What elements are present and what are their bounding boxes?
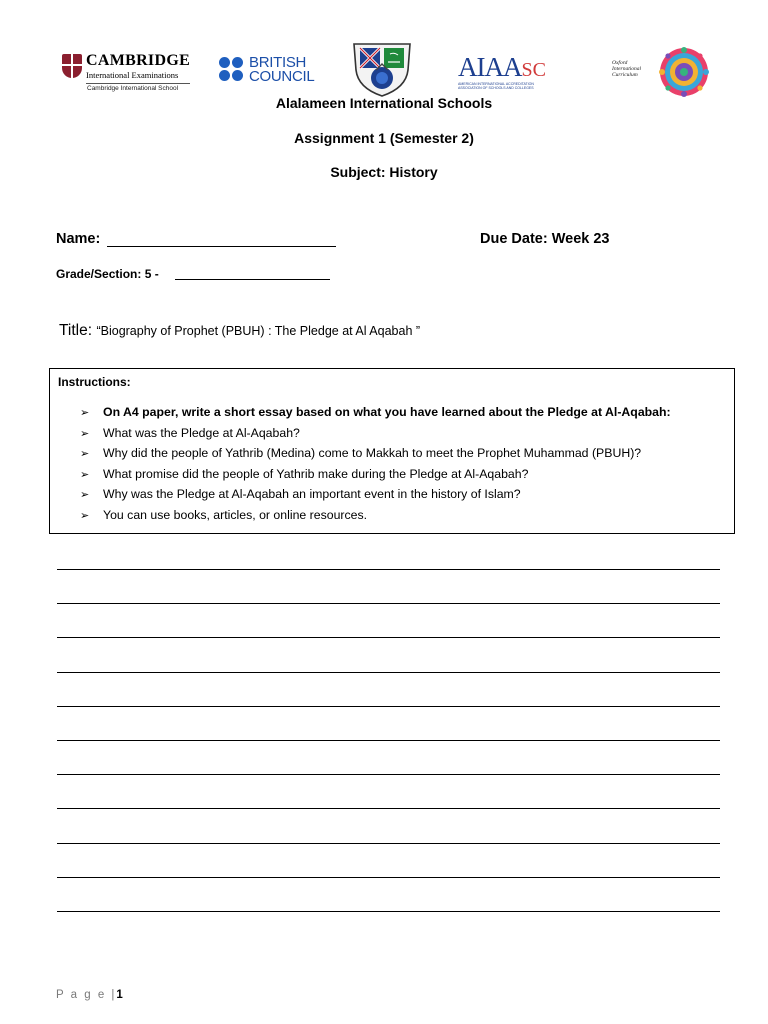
grade-section-blank-line[interactable] (175, 279, 330, 280)
name-label: Name: (56, 231, 101, 247)
writing-line[interactable] (57, 569, 720, 570)
grade-section-label: Grade/Section: 5 - (56, 267, 159, 281)
writing-line[interactable] (57, 706, 720, 707)
name-blank-line[interactable] (107, 246, 336, 247)
subject-title: Subject: History (330, 164, 438, 180)
writing-line[interactable] (57, 774, 720, 775)
assignment-title: Assignment 1 (Semester 2) (294, 130, 474, 146)
cambridge-logo (62, 52, 194, 94)
instructions-heading: Instructions: (58, 375, 131, 389)
logo-row (0, 38, 768, 98)
british-council-logo (219, 55, 319, 89)
aiaasc-suffix: SC (521, 59, 546, 81)
title-text: “Biography of Prophet (PBUH) : The Pledge at Al Aqabah ” (96, 324, 421, 338)
arrow-bullet-icon: ➢ (80, 427, 90, 440)
instruction-item (80, 487, 730, 508)
instruction-item (80, 446, 730, 467)
title-label: Title: (59, 322, 93, 339)
writing-line[interactable] (57, 672, 720, 673)
aiaasc-main: AIAA (458, 52, 522, 82)
instruction-text: You can use books, articles, or online resources. (103, 507, 368, 522)
instructions-list (80, 405, 730, 528)
aiaasc-logo (458, 52, 568, 92)
instruction-text: Why did the people of Yathrib (Medina) come to Makkah to meet the Prophet Muhammad (PBUH)? (103, 446, 642, 460)
school-crest-icon (350, 40, 414, 98)
instruction-text: Why was the Pledge at Al-Aqabah an important event in the history of Islam? (103, 487, 521, 501)
arrow-bullet-icon: ➢ (80, 407, 90, 419)
instruction-item (80, 508, 730, 529)
writing-line[interactable] (57, 911, 720, 912)
instruction-item (80, 467, 730, 488)
writing-line[interactable] (57, 843, 720, 844)
writing-line[interactable] (57, 637, 720, 638)
cambridge-shield-icon (62, 54, 82, 78)
instruction-text: On A4 paper, write a short essay based on what you have learned about the Pledge at Al-Aqabah: (103, 405, 671, 419)
page-number: 1 (116, 989, 123, 1001)
oxford-mandala-icon (656, 46, 712, 98)
oxford-line3: Curriculum (612, 72, 638, 78)
oxford-line1: Oxford (612, 60, 628, 66)
british-council-dots-icon (219, 57, 245, 83)
due-date: Due Date: Week 23 (480, 231, 610, 247)
oxford-line2: International (612, 66, 642, 72)
cambridge-school: Cambridge International School (87, 85, 179, 92)
oxford-text (612, 60, 641, 78)
cambridge-name: CAMBRIDGE (86, 52, 191, 69)
cambridge-divider (86, 83, 190, 84)
british-council-line2: COUNCIL (249, 68, 315, 85)
instruction-text: What promise did the people of Yathrib make during the Pledge at Al-Aqabah? (103, 466, 529, 481)
british-council-line1: BRITISH (249, 54, 307, 71)
essay-title (59, 322, 420, 340)
school-name: Alalameen International Schools (275, 95, 493, 111)
arrow-bullet-icon: ➢ (80, 448, 90, 460)
writing-line[interactable] (57, 877, 720, 878)
arrow-bullet-icon: ➢ (80, 489, 90, 501)
aiaasc-wordmark (458, 52, 546, 83)
oxford-curriculum-logo (612, 46, 722, 98)
instruction-item (80, 405, 730, 426)
instruction-text: What was the Pledge at Al-Aqabah? (103, 425, 300, 440)
writing-line[interactable] (57, 740, 720, 741)
writing-line[interactable] (57, 603, 720, 604)
page-footer (56, 989, 123, 1001)
aiaasc-subtitle: AMERICAN INTERNATIONAL ACCREDITATION ASSOCIATION OF SCHOOLS AND COLLEGES (458, 82, 534, 90)
page-label: P a g e | (56, 989, 117, 1001)
instruction-item (80, 426, 730, 447)
arrow-bullet-icon: ➢ (80, 509, 90, 522)
writing-line[interactable] (57, 808, 720, 809)
arrow-bullet-icon: ➢ (80, 468, 90, 481)
cambridge-subtitle: International Examinations (86, 70, 179, 80)
